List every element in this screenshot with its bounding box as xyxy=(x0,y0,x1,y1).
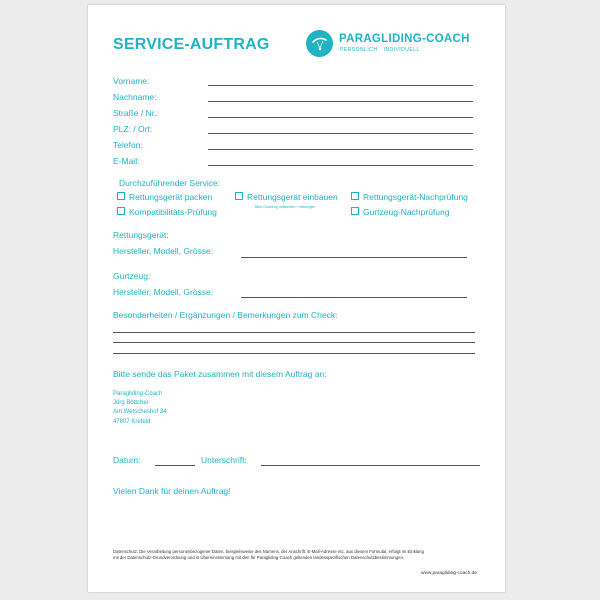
thanks-message: Vielen Dank für deinen Auftrag! xyxy=(113,486,231,496)
field-plz-ort[interactable] xyxy=(208,133,473,134)
rescue-field[interactable] xyxy=(241,257,467,258)
rescue-field-label: Hersteller, Modell, Grösse: xyxy=(113,246,214,256)
field-nachname[interactable] xyxy=(208,101,473,102)
shipping-address xyxy=(113,390,167,427)
label-plz-ort: PLZ: / Ort: xyxy=(113,124,153,134)
option-label: Gurtzeug-Nachprüfung xyxy=(363,207,450,217)
rescue-heading: Rettungsgerät: xyxy=(113,230,169,240)
install-note: Bitte Gurtzeug mitsenden / mitbringen xyxy=(255,205,316,209)
label-email: E-Mail: xyxy=(113,156,140,166)
option-label: Kompatibilitäts-Prüfung xyxy=(129,207,217,217)
harness-heading: Gurtzeug: xyxy=(113,271,151,281)
field-email[interactable] xyxy=(208,165,473,166)
option-label: Rettungsgerät-Nachprüfung xyxy=(363,192,468,202)
remarks-line[interactable] xyxy=(113,353,475,354)
address-line: Jörg Böttcher xyxy=(113,400,149,407)
remarks-line[interactable] xyxy=(113,342,475,343)
signature-field[interactable] xyxy=(261,465,480,466)
date-label: Datum: xyxy=(113,455,141,465)
label-vorname: Vorname: xyxy=(113,76,150,86)
label-strasse: Straße / Nr.: xyxy=(113,108,159,118)
paraglider-logo-icon xyxy=(306,30,333,57)
option-rettungsgeraet-einbauen[interactable] xyxy=(235,192,338,202)
form-title: SERVICE-AUFTRAG xyxy=(113,36,270,53)
checkbox[interactable] xyxy=(235,192,243,200)
shipping-heading: Bitte sende das Paket zusammen mit diesem Auftrag an: xyxy=(113,369,327,379)
field-vorname[interactable] xyxy=(208,85,473,86)
checkbox[interactable] xyxy=(351,192,359,200)
address-line: Paragliding-Coach xyxy=(113,391,163,397)
address-line: Am Wetscheshof 34 xyxy=(113,409,167,416)
harness-field-label: Hersteller, Modell, Grösse: xyxy=(113,287,214,297)
privacy-line: Datenschutz: Die Verarbeitung personenbezogener Daten, beispielsweise des Namens, der Anschrift, E-Mail-Adresse etc. aus diesem Formular, erfolgt im Einklang xyxy=(113,549,424,554)
option-kompatibilitaets-pruefung[interactable] xyxy=(117,207,217,217)
label-nachname: Nachname: xyxy=(113,92,157,102)
date-field[interactable] xyxy=(155,465,195,466)
form-page xyxy=(88,5,505,592)
address-line: 47807 Krefeld xyxy=(113,418,151,425)
remarks-heading: Besonderheiten / Ergänzungen / Bemerkungen zum Check: xyxy=(113,310,338,320)
option-rettungsgeraet-packen[interactable] xyxy=(117,192,212,202)
privacy-line: mit der Datenschutz-Grundverordnung und in Übereinstimmung mit den für Paragliding-Coach geltenden landesspezifischen Datenschutzbestimmungen. xyxy=(113,555,405,560)
label-telefon: Telefon: xyxy=(113,140,143,150)
field-strasse[interactable] xyxy=(208,117,473,118)
privacy-notice xyxy=(113,549,485,561)
website-link[interactable]: www.paragliding-coach.de xyxy=(421,571,477,576)
logo-name: PARAGLIDING-COACH xyxy=(339,33,470,45)
harness-field[interactable] xyxy=(241,297,467,298)
checkbox[interactable] xyxy=(117,207,125,215)
checkbox[interactable] xyxy=(117,192,125,200)
signature-label: Unterschrift: xyxy=(201,455,247,465)
checkbox[interactable] xyxy=(351,207,359,215)
remarks-line[interactable] xyxy=(113,332,475,333)
option-label: Rettungsgerät einbauen xyxy=(247,192,338,202)
option-gurtzeug-nachpruefung[interactable] xyxy=(351,207,449,217)
service-heading: Durchzuführender Service: xyxy=(119,178,221,188)
logo-tagline: PERSÖNLICH · INDIVIDUELL xyxy=(340,47,420,53)
option-rettungsgeraet-nachpruefung[interactable] xyxy=(351,192,468,202)
field-telefon[interactable] xyxy=(208,149,473,150)
option-label: Rettungsgerät packen xyxy=(129,192,213,202)
